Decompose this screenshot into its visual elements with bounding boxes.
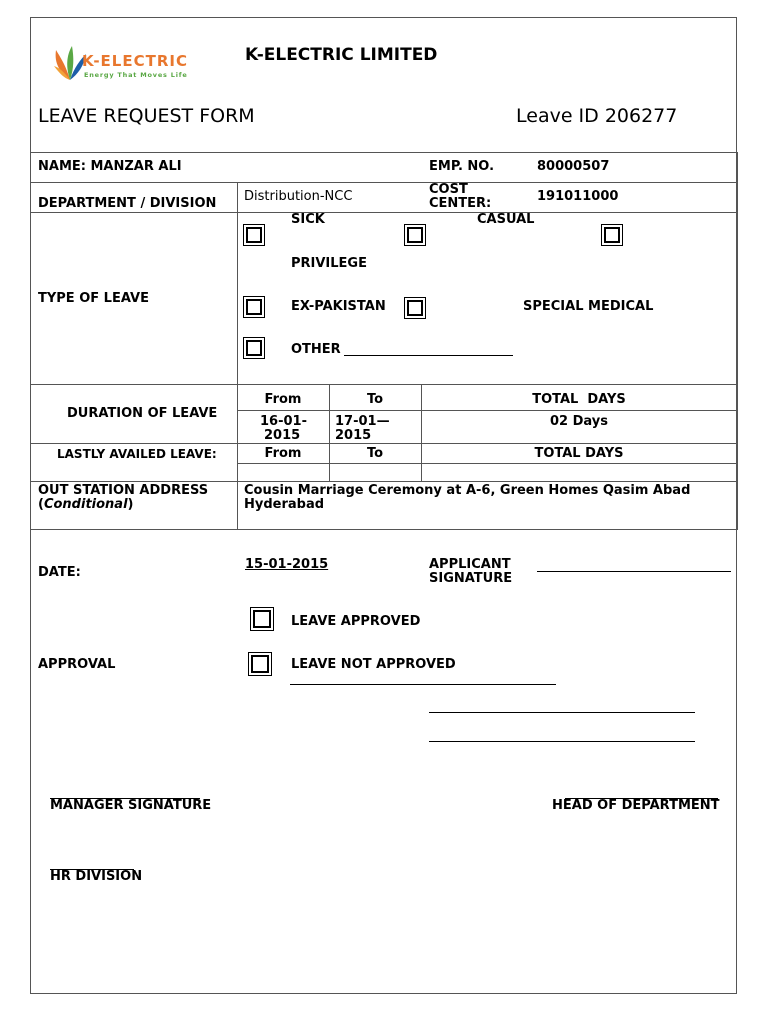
form-title: LEAVE REQUEST FORM xyxy=(38,105,255,127)
leave-approved-label: LEAVE APPROVED xyxy=(291,614,421,629)
row-divider xyxy=(30,384,738,385)
special-medical-checkbox[interactable] xyxy=(404,297,426,319)
casual-checkbox[interactable] xyxy=(404,224,426,246)
row-divider xyxy=(30,529,738,530)
duration-to-label: To xyxy=(366,392,384,407)
sick-label: SICK xyxy=(291,212,325,227)
sick-checkbox[interactable] xyxy=(243,224,265,246)
row-divider xyxy=(30,212,738,213)
duration-label: DURATION OF LEAVE xyxy=(67,406,218,421)
row-divider xyxy=(30,443,738,444)
logo-text: K-ELECTRIC xyxy=(82,52,188,70)
row-divider xyxy=(30,182,738,183)
emp-no-value: 80000507 xyxy=(537,159,610,174)
duration-to-year: 2015 xyxy=(335,428,372,443)
manager-signature-label: MANAGER SIGNATURE xyxy=(50,798,212,813)
applicant-signature-line[interactable] xyxy=(537,571,731,572)
leave-not-approved-label: LEAVE NOT APPROVED xyxy=(291,657,456,672)
col-divider xyxy=(237,182,238,529)
other-label: OTHER xyxy=(291,342,341,357)
duration-to-date: 17-01— xyxy=(335,414,390,429)
ex-pakistan-checkbox[interactable] xyxy=(243,296,265,318)
duration-from-label: From xyxy=(264,392,302,407)
company-name: K-ELECTRIC LIMITED xyxy=(245,45,438,65)
other-checkbox[interactable] xyxy=(243,337,265,359)
address-line-1: Cousin Marriage Ceremony at A-6, Green Homes Qasim Abad xyxy=(244,483,691,498)
date-value: 15-01-2015 xyxy=(245,557,329,572)
emp-no-label: EMP. NO. xyxy=(429,159,495,174)
logo-tagline: Energy That Moves Life xyxy=(84,71,188,79)
lastly-from-label: From xyxy=(264,446,302,461)
duration-total-label: TOTAL DAYS xyxy=(532,392,626,407)
paren-open: ( xyxy=(38,497,44,512)
duration-total-value: 02 Days xyxy=(550,414,608,429)
head-of-department-label: HEAD OF DEPARTMENT xyxy=(552,798,720,813)
lastly-availed-label: LASTLY AVAILED LEAVE: xyxy=(57,447,217,461)
cost-center-label-2: CENTER: xyxy=(429,196,492,211)
approval-remarks-line[interactable] xyxy=(429,712,695,713)
leave-id: Leave ID 206277 xyxy=(516,105,678,127)
department-value: Distribution-NCC xyxy=(244,189,353,204)
address-conditional xyxy=(38,498,133,512)
row-divider xyxy=(30,152,738,153)
duration-from-year: 2015 xyxy=(264,428,301,443)
approval-remarks-line[interactable] xyxy=(429,741,695,742)
duration-from-date: 16-01- xyxy=(260,414,307,429)
row-divider xyxy=(237,410,738,411)
privilege-checkbox[interactable] xyxy=(601,224,623,246)
approval-remarks-line[interactable] xyxy=(290,684,556,685)
hr-division-label: HR DIVISION xyxy=(50,869,143,884)
leave-approved-checkbox[interactable] xyxy=(250,607,274,631)
type-of-leave-label: TYPE OF LEAVE xyxy=(38,291,149,306)
col-divider xyxy=(737,152,738,529)
address-label: OUT STATION ADDRESS xyxy=(38,483,209,498)
approval-label: APPROVAL xyxy=(38,657,116,672)
ex-pakistan-label: EX-PAKISTAN xyxy=(291,299,386,314)
cost-center-label: COST xyxy=(429,182,468,197)
privilege-label: PRIVILEGE xyxy=(291,256,367,271)
other-write-line[interactable] xyxy=(344,355,513,356)
employee-name: NAME: MANZAR ALI xyxy=(38,159,182,174)
row-divider xyxy=(30,481,738,482)
address-line-2: Hyderabad xyxy=(244,497,325,512)
casual-label: CASUAL xyxy=(477,212,535,227)
department-label: DEPARTMENT / DIVISION xyxy=(38,196,217,211)
leave-not-approved-checkbox[interactable] xyxy=(248,652,272,676)
special-medical-label: SPECIAL MEDICAL xyxy=(523,299,654,314)
applicant-signature-label: APPLICANT xyxy=(429,557,511,572)
cost-center-value: 191011000 xyxy=(537,189,619,204)
row-divider xyxy=(237,463,738,464)
lastly-total-label: TOTAL DAYS xyxy=(534,446,624,461)
paren-close: ) xyxy=(127,497,134,512)
lastly-to-label: To xyxy=(366,446,384,461)
conditional-note: Conditional xyxy=(43,497,128,512)
applicant-signature-label-2: SIGNATURE xyxy=(429,571,513,586)
company-logo xyxy=(52,42,212,82)
date-label: DATE: xyxy=(38,565,81,580)
